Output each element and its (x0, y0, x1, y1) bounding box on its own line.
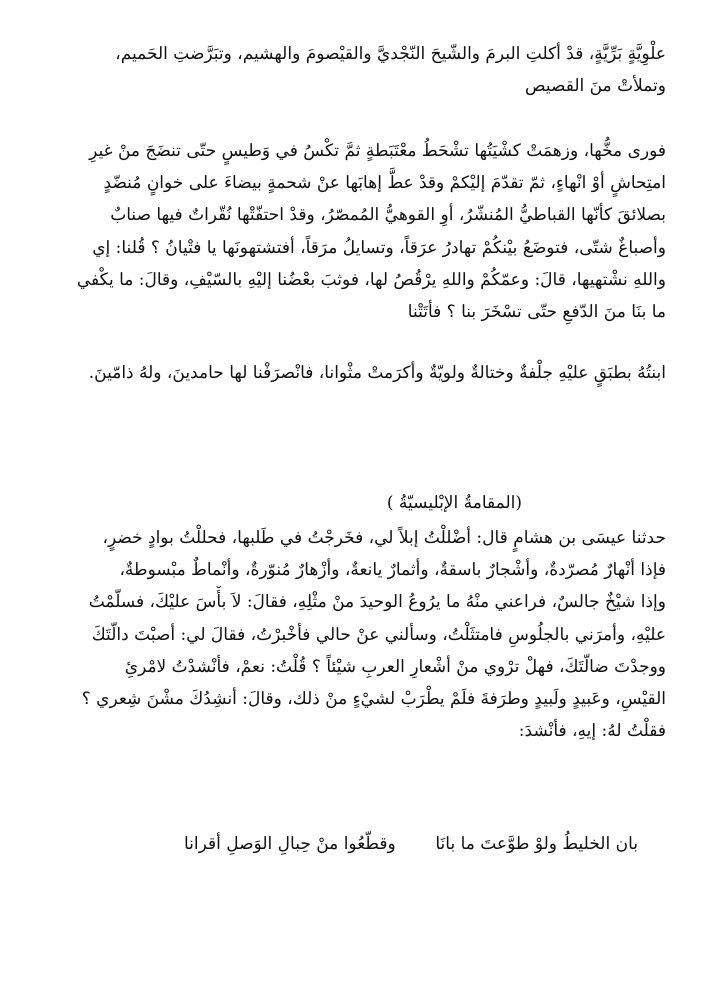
paragraph-2 (60, 135, 666, 328)
verse-second-hemistich: وقطّعُوا منْ حِبالِ الوَصلِ أقرانا (184, 834, 396, 854)
text-line: علْوِيَّةٍ بَرِّيَّةٍ، قدْ أكلتِ البرمَ والشّيحَ النّجْديَّ والقيْصومَ والهشيم، وتبَرَّضتِ الحَميم، (115, 44, 666, 64)
text-line: امتِحاشٍ أوْ انْهاءٍ، ثمّ تقدّمَ إليْكمْ وقدْ عطَّ إهابَها عنْ شحمةٍ بيضاءَ على خوانٍ مُنضّدٍ (103, 173, 666, 194)
text-line: ابنتُهُ بطبَقٍ عليْهِ جلْفةٌ وختالةٌ ولويّةٌ وأكرَمتْ مثْوانا، فانْصرَفْنا لها حامدينَ، ولهُ ذامّينَ. (88, 363, 666, 383)
text-line: ما بنَا منَ الدّفعِ حتّى تسْخَرَ بنا ؟ فأتَتْنا (407, 302, 666, 323)
text-line: ووجدْتَ ضالّتَكَ، فهلْ ترْوي منْ أشْعارِ العربِ شيْئاً ؟ قُلْتُ: نعمْ، فأنْشدْتُ لامْرئِ (124, 656, 666, 677)
text-line: وأصباغٌ شتّى، فتوضَعُ بيْنكُمْ تهادرُ عرَقاً، وتسايلُ مرَقاً، أفتشتهونَها يا فتْيانُ ؟ قُلنا: إي (92, 237, 666, 258)
text-line: وتملأتْ منَ القصيص (525, 76, 666, 97)
paragraph-4 (60, 522, 666, 747)
text-line: فإذا أنْهارٌ مُصرّدةٌ، وأشْجارٌ باسقةٌ، وأثمارٌ يانعةٌ، وأزْهارٌ مُنوّرةٌ، وأنْماطٌ مبْسوطةٌ، (119, 560, 666, 581)
text-line: واللهِ نشْتهيها، قالَ: وعمّكُمْ واللهِ يرْقُصُ لها، فوثبَ بعْضُنا إليْهِ بالسّيْفِ، وقالَ: ما يكْفي (76, 269, 666, 290)
text-line: عليْهِ، وأمرَني بالجلُوسِ فامتثَلْتُ، وسألني عنْ حالي فأخْبرْتُ، فقالَ لي: أصبْتَ دالّتَكَ (91, 624, 666, 645)
text-line: فقلْتُ لهُ: إيهِ، فأنْشدَ: (518, 721, 666, 742)
text-line: وإذا شيْخٌ جالسٌ، فراعني منْهُ ما يرُوعُ الوحيدَ منْ مثْلِهِ، فقالَ: لاَ بأْسَ عليْكَ، فسلّمْتُ (88, 592, 666, 613)
verse-first-hemistich: بان الخليطُ ولوْ طوَّعتَ ما بانَا (435, 834, 638, 854)
section-title: (المقامةُ الإبْليسيّةُ ) (386, 493, 522, 513)
paragraph-1 (60, 38, 666, 102)
text-line: فورى مخُّها، وزهمَتْ كشْيَتُها تشْحَطُ معْتَبَطةٍ ثمَّ تكْسُ في وَطيسٍ حتّى تنضَجَ منْ غيرِ (89, 141, 666, 161)
text-line: حدثنا عيسَى بن هشامٍ قال: أضْللْتُ إبلاً لي، فخَرجْتُ في طَلبها، فحللْتُ بوادٍ خضرٍ، (102, 528, 666, 548)
paragraph-3 (60, 357, 666, 389)
poem-verse (60, 828, 666, 860)
text-line: بصلائقَ كأنّها القباطيُّ المُنشّرُ، أوِ القوهيُّ المُمصّرُ، وقدْ احتفّتْها نُقّراتٌ فيها صنابٌ (110, 205, 666, 226)
text-line: القيْسِ، وعَبيدٍ ولَبيدٍ وطرَفةَ فلَمْ يطْرَبْ لشيْءٍ منْ ذلك، وقالَ: أنشِدُكَ مشْنَ شِعري ؟ (81, 689, 666, 710)
